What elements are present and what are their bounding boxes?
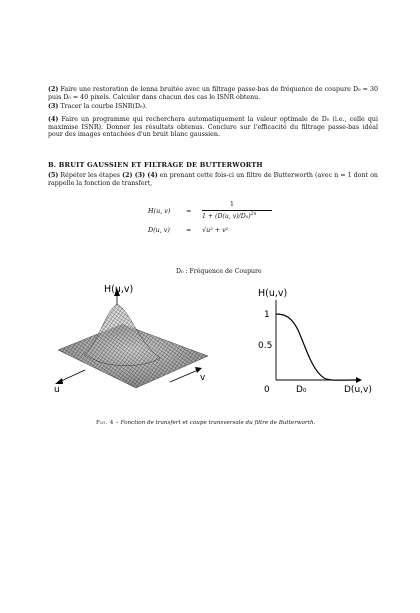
denominator-base: 1 + (D(u, v)/D₀) (202, 213, 251, 220)
d0-label: D₀ (296, 385, 307, 395)
paragraph-step-5 (48, 172, 378, 187)
step-text: Tracer la courbe ISNR(D₀). (60, 103, 148, 110)
denominator-exponent: 2n (250, 212, 257, 217)
step-refs: (2) (3) (4) (122, 172, 158, 179)
formula-d-lhs: D(u, v) (148, 226, 170, 234)
cross-section-xlabel: D(u,v) (344, 385, 372, 395)
surface-u-label: u (54, 385, 60, 395)
step-number: (5) (48, 172, 59, 179)
caption-text: Fonction de transfert et coupe transversale du filtre de Butterworth. (120, 420, 316, 426)
figure-caption (96, 420, 336, 426)
butterworth-cross-section-figure (252, 284, 382, 414)
step-number: (2) (48, 86, 59, 93)
surface-ylabel: H(u,v) (104, 284, 134, 295)
tick-label-0: 0 (264, 385, 270, 395)
formula-d-rhs: √u² + v² (202, 226, 229, 234)
formula-d-equals: = (186, 226, 192, 234)
step-text: Faire une restoration de lenna bruitée avec un filtrage passe-bas de fréquence de coupure D₀ = 30 puis D₀ = 40 pixels. Calculer dans chacun des cas le ISNR obtenu. (48, 86, 378, 101)
section-title: B. BRUIT GAUSSIEN ET FILTRAGE DE BUTTERWORTH (48, 161, 263, 169)
cross-section-curve (276, 314, 356, 380)
paragraph-step-2 (48, 86, 378, 101)
formula-h-lhs: H(u, v) (148, 207, 171, 215)
formula-h-equals: = (186, 207, 192, 215)
formula-fraction-bar (202, 210, 272, 211)
surface-u-arrowhead (55, 378, 63, 384)
surface-shading (58, 324, 208, 388)
surface-u-axis (59, 370, 85, 382)
caption-label: Fig. 4 – (96, 420, 119, 426)
cross-section-ylabel: H(u,v) (258, 288, 288, 299)
paragraph-step-4 (48, 116, 378, 139)
step-number: (3) (48, 103, 59, 110)
step-number: (4) (48, 116, 59, 123)
formula-numerator: 1 (230, 201, 234, 208)
formula-denominator (202, 212, 257, 220)
step-prefix: Répéter les étapes (60, 172, 121, 179)
paragraph-step-3 (48, 103, 378, 111)
cutoff-note: D₀ : Fréquence de Coupure (176, 268, 262, 275)
tick-label-0-5: 0.5 (258, 341, 273, 351)
step-text: Faire un programme qui recherchera automatiquement la valeur optimale de D₀ (i.e., celle qui maximise ISNR). Donner les résultats obtenus. Conclure sur l'efficacité du filtrage passe-bas idéal pour des images entachées d'un bruit blanc gaussien. (48, 116, 378, 139)
step-text: en prenant cette fois-ci un filtre de Butterworth (avec n = 1 dont on rappelle la fonction de transfert, (48, 172, 378, 187)
tick-label-1: 1 (264, 310, 270, 320)
surface-v-axis (170, 370, 198, 382)
cross-section-x-arrowhead (356, 377, 362, 383)
surface-v-label: v (200, 373, 206, 383)
butterworth-surface-figure (40, 284, 240, 414)
